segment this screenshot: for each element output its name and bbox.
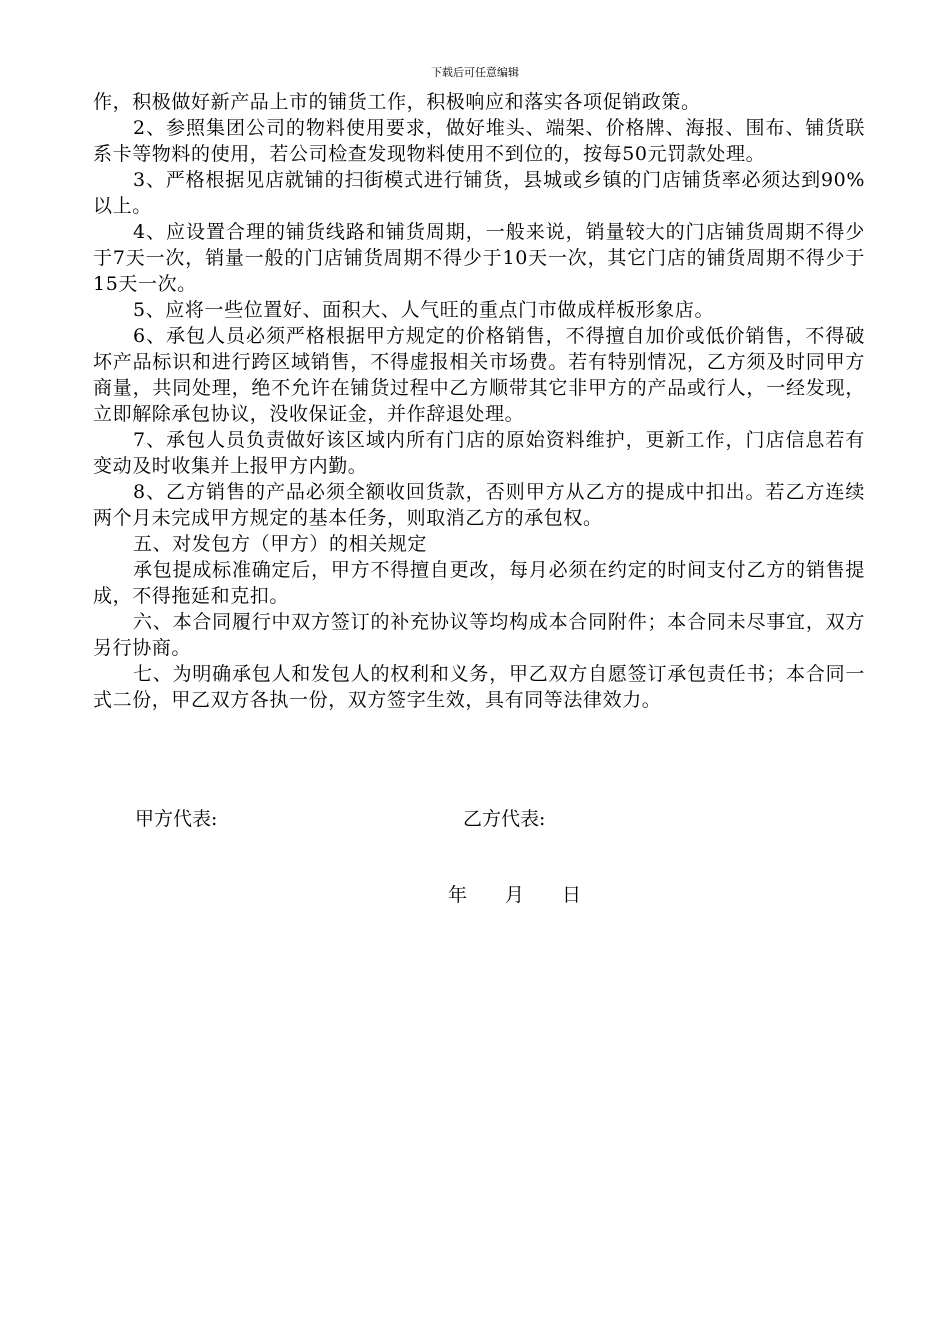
paragraph-continuation: 作，积极做好新产品上市的铺货工作，积极响应和落实各项促销政策。 xyxy=(93,91,701,113)
section-7: 七、为明确承包人和发包人的权利和义务，甲乙双方自愿签订承包责任书；本合同一式二份，甲乙双方各执一份，双方签字生效，具有同等法律效力。 xyxy=(93,663,865,711)
section-6: 六、本合同履行中双方签订的补充协议等均构成本合同附件；本合同未尽事宜，双方另行协商。 xyxy=(93,611,865,659)
page-header-note: 下载后可任意编辑 xyxy=(431,66,519,79)
date-line xyxy=(448,882,581,908)
party-a-signature-label: 甲方代表: xyxy=(135,808,218,830)
date-day-label: 日 xyxy=(562,884,582,906)
date-month-label: 月 xyxy=(505,884,525,906)
paragraph-item-7: 7、承包人员负责做好该区域内所有门店的原始资料维护，更新工作，门店信息若有变动及时收集并上报甲方内勤。 xyxy=(93,429,865,477)
section-heading-5: 五、对发包方（甲方）的相关规定 xyxy=(133,533,428,555)
paragraph-item-2: 2、参照集团公司的物料使用要求，做好堆头、端架、价格牌、海报、围布、铺货联系卡等物料的使用，若公司检查发现物料使用不到位的，按每50元罚款处理。 xyxy=(93,117,865,165)
paragraph-item-8: 8、乙方销售的产品必须全额收回货款，否则甲方从乙方的提成中扣出。若乙方连续两个月未完成甲方规定的基本任务，则取消乙方的承包权。 xyxy=(93,481,865,529)
paragraph-item-5: 5、应将一些位置好、面积大、人气旺的重点门市做成样板形象店。 xyxy=(133,299,715,321)
paragraph-item-3: 3、严格根据见店就铺的扫街模式进行铺货，县城或乡镇的门店铺货率必须达到90%以上。 xyxy=(93,169,865,217)
paragraph-section-5: 承包提成标准确定后，甲方不得擅自更改，每月必须在约定的时间支付乙方的销售提成，不得拖延和克扣。 xyxy=(93,559,865,607)
paragraph-item-4: 4、应设置合理的铺货线路和铺货周期，一般来说，销量较大的门店铺货周期不得少于7天一次，销量一般的门店铺货周期不得少于10天一次，其它门店的铺货周期不得少于15天一次。 xyxy=(93,221,865,295)
date-year-label: 年 xyxy=(448,884,468,906)
party-b-signature-label: 乙方代表: xyxy=(463,808,546,830)
paragraph-item-6: 6、承包人员必须严格根据甲方规定的价格销售，不得擅自加价或低价销售，不得破坏产品标识和进行跨区域销售，不得虚报相关市场费。若有特别情况，乙方须及时同甲方商量，共同处理，绝不允许在铺货过程中乙方顺带其它非甲方的产品或行人，一经发现，立即解除承包协议，没收保证金，并作辞退处理。 xyxy=(93,325,865,425)
contract-body xyxy=(93,89,865,713)
